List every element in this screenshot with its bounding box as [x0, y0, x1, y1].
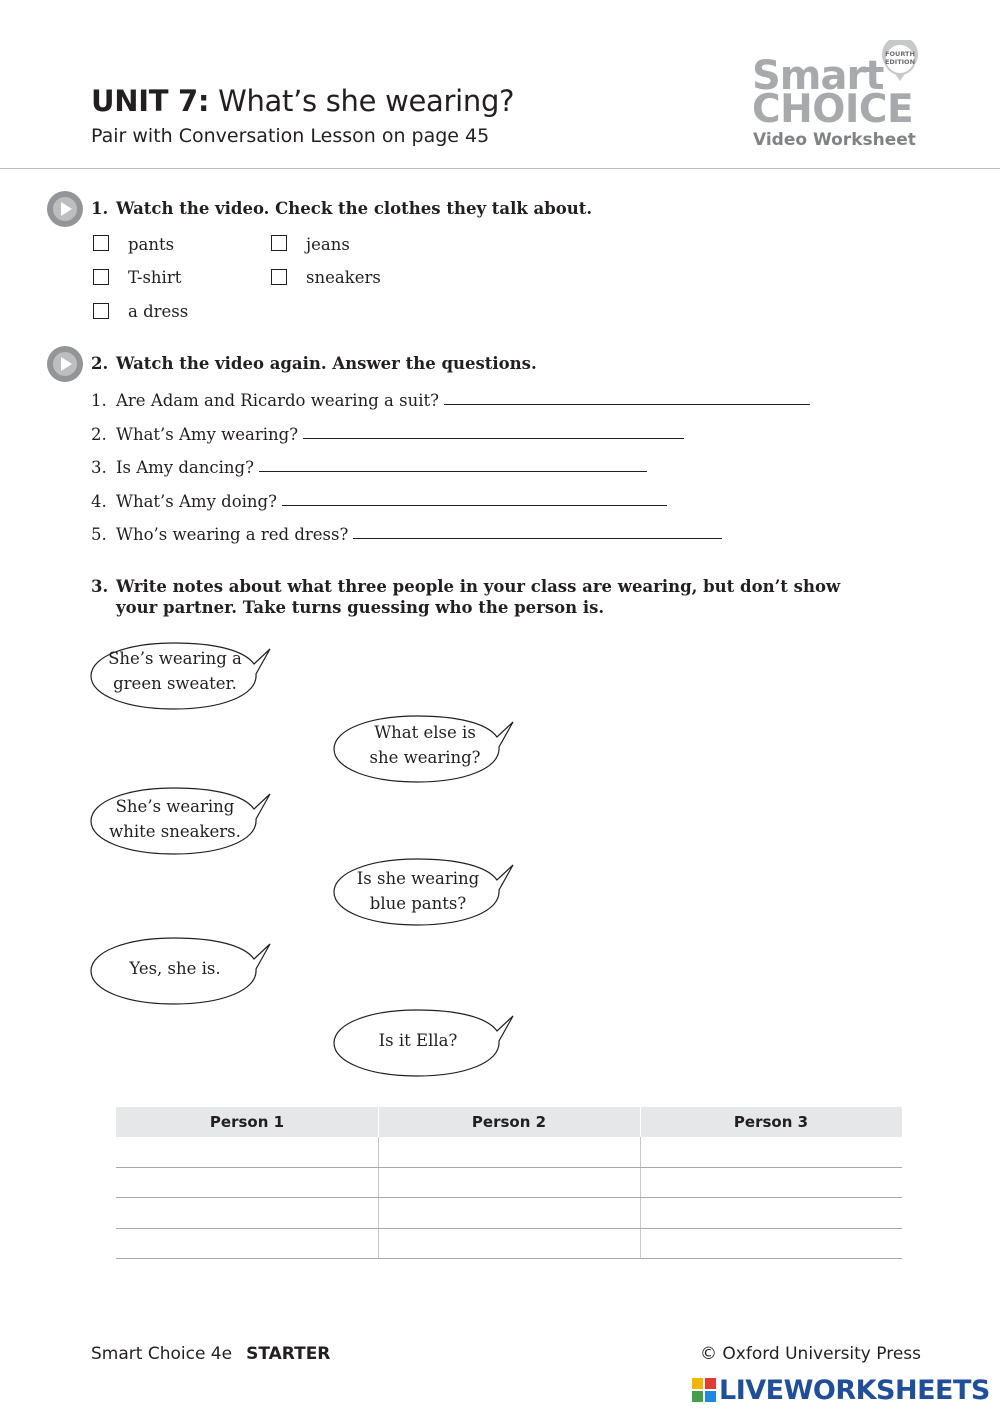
liveworksheets-watermark[interactable] [692, 1372, 990, 1408]
unit-title: What’s she wearing? [218, 84, 515, 118]
table-row-line [116, 1167, 902, 1168]
question-row [91, 525, 722, 544]
speech-bubble-text [92, 646, 258, 696]
footer-copyright: © Oxford University Press [700, 1344, 922, 1364]
question-text: Is Amy dancing? [116, 458, 254, 477]
edition-badge-text [879, 50, 921, 66]
table-row-line [116, 1197, 902, 1198]
option-a-dress: a dress [128, 302, 189, 321]
question-text: What’s Amy doing? [116, 492, 277, 511]
table-header-person3: Person 3 [733, 1113, 809, 1131]
unit-label: UNIT 7: [91, 84, 210, 118]
table-header-person1: Person 1 [209, 1113, 285, 1131]
question-row [91, 492, 667, 511]
question-number: 5. [91, 525, 107, 544]
play-video-icon[interactable] [46, 190, 84, 228]
bubble-line: Is it Ella? [378, 1031, 458, 1050]
exercise2-number: 2. [91, 354, 109, 373]
question-row [91, 425, 684, 444]
bubble-line: she wearing? [369, 748, 481, 767]
page-title [91, 84, 514, 118]
logo-choice: CHOICE [752, 87, 914, 132]
checkbox-t-shirt[interactable] [93, 269, 109, 285]
answer-line[interactable] [282, 505, 667, 506]
exercise3-instruction-line1: Write notes about what three people in your class are wearing, but don’t show [116, 577, 841, 596]
exercise1-instruction: Watch the video. Check the clothes they talk about. [116, 199, 593, 218]
bubble-line: Is she wearing [356, 869, 480, 888]
question-text: Are Adam and Ricardo wearing a suit? [116, 391, 439, 410]
checkbox-a-dress[interactable] [93, 303, 109, 319]
checkbox-pants[interactable] [93, 235, 109, 251]
checkbox-jeans[interactable] [271, 235, 287, 251]
header-divider [0, 168, 1000, 169]
exercise3-heading [91, 577, 840, 596]
bubble-line: green sweater. [113, 674, 237, 693]
logo-smart: Smart [752, 53, 884, 99]
option-pants: pants [128, 235, 175, 254]
exercise2-instruction: Watch the video again. Answer the questions. [116, 354, 537, 373]
bubble-line: She’s wearing [115, 797, 235, 816]
question-text: Who’s wearing a red dress? [116, 525, 349, 544]
play-video-icon[interactable] [46, 345, 84, 383]
bubble-line: Yes, she is. [129, 959, 221, 978]
table-header-person2: Person 2 [471, 1113, 547, 1131]
exercise1-number: 1. [91, 199, 109, 218]
speech-bubble-text [92, 794, 258, 844]
bubble-line: white sneakers. [109, 822, 241, 841]
table-row-line [116, 1228, 902, 1229]
table-column-divider [378, 1137, 379, 1259]
question-number: 4. [91, 492, 107, 511]
table-row-line [116, 1258, 902, 1259]
liveworksheets-logo-icon [692, 1378, 716, 1402]
answer-line[interactable] [353, 538, 722, 539]
question-row [91, 391, 810, 410]
liveworksheets-text: LIVEWORKSHEETS [719, 1374, 990, 1406]
question-number: 3. [91, 458, 107, 477]
answer-line[interactable] [259, 471, 647, 472]
answer-line[interactable] [444, 404, 810, 405]
bubble-line: blue pants? [369, 894, 467, 913]
speech-bubble-text [335, 1028, 501, 1053]
footer-level: STARTER [246, 1344, 331, 1364]
option-sneakers: sneakers [306, 268, 381, 287]
question-number: 1. [91, 391, 107, 410]
badge-line1: FOURTH [885, 50, 915, 58]
answer-line[interactable] [303, 438, 684, 439]
badge-line2: EDITION [884, 58, 916, 66]
logo-video-worksheet: Video Worksheet [753, 130, 916, 150]
exercise3-number: 3. [91, 577, 109, 596]
exercise3-instruction-line2: your partner. Take turns guessing who the person is. [116, 598, 605, 617]
subtitle: Pair with Conversation Lesson on page 45 [91, 125, 490, 147]
table-column-divider [640, 1137, 641, 1259]
exercise2-heading [91, 354, 537, 373]
question-text: What’s Amy wearing? [116, 425, 299, 444]
option-jeans: jeans [306, 235, 350, 254]
question-row [91, 458, 647, 477]
footer-book [91, 1344, 330, 1364]
speech-bubble-text [335, 720, 515, 770]
footer-book-title: Smart Choice 4e [91, 1344, 233, 1364]
speech-bubble-text [92, 956, 258, 981]
question-number: 2. [91, 425, 107, 444]
bubble-line: She’s wearing a [108, 649, 242, 668]
speech-bubble-text [335, 866, 501, 916]
option-t-shirt: T-shirt [128, 268, 182, 287]
checkbox-sneakers[interactable] [271, 269, 287, 285]
bubble-line: What else is [374, 723, 476, 742]
exercise1-heading [91, 199, 592, 218]
